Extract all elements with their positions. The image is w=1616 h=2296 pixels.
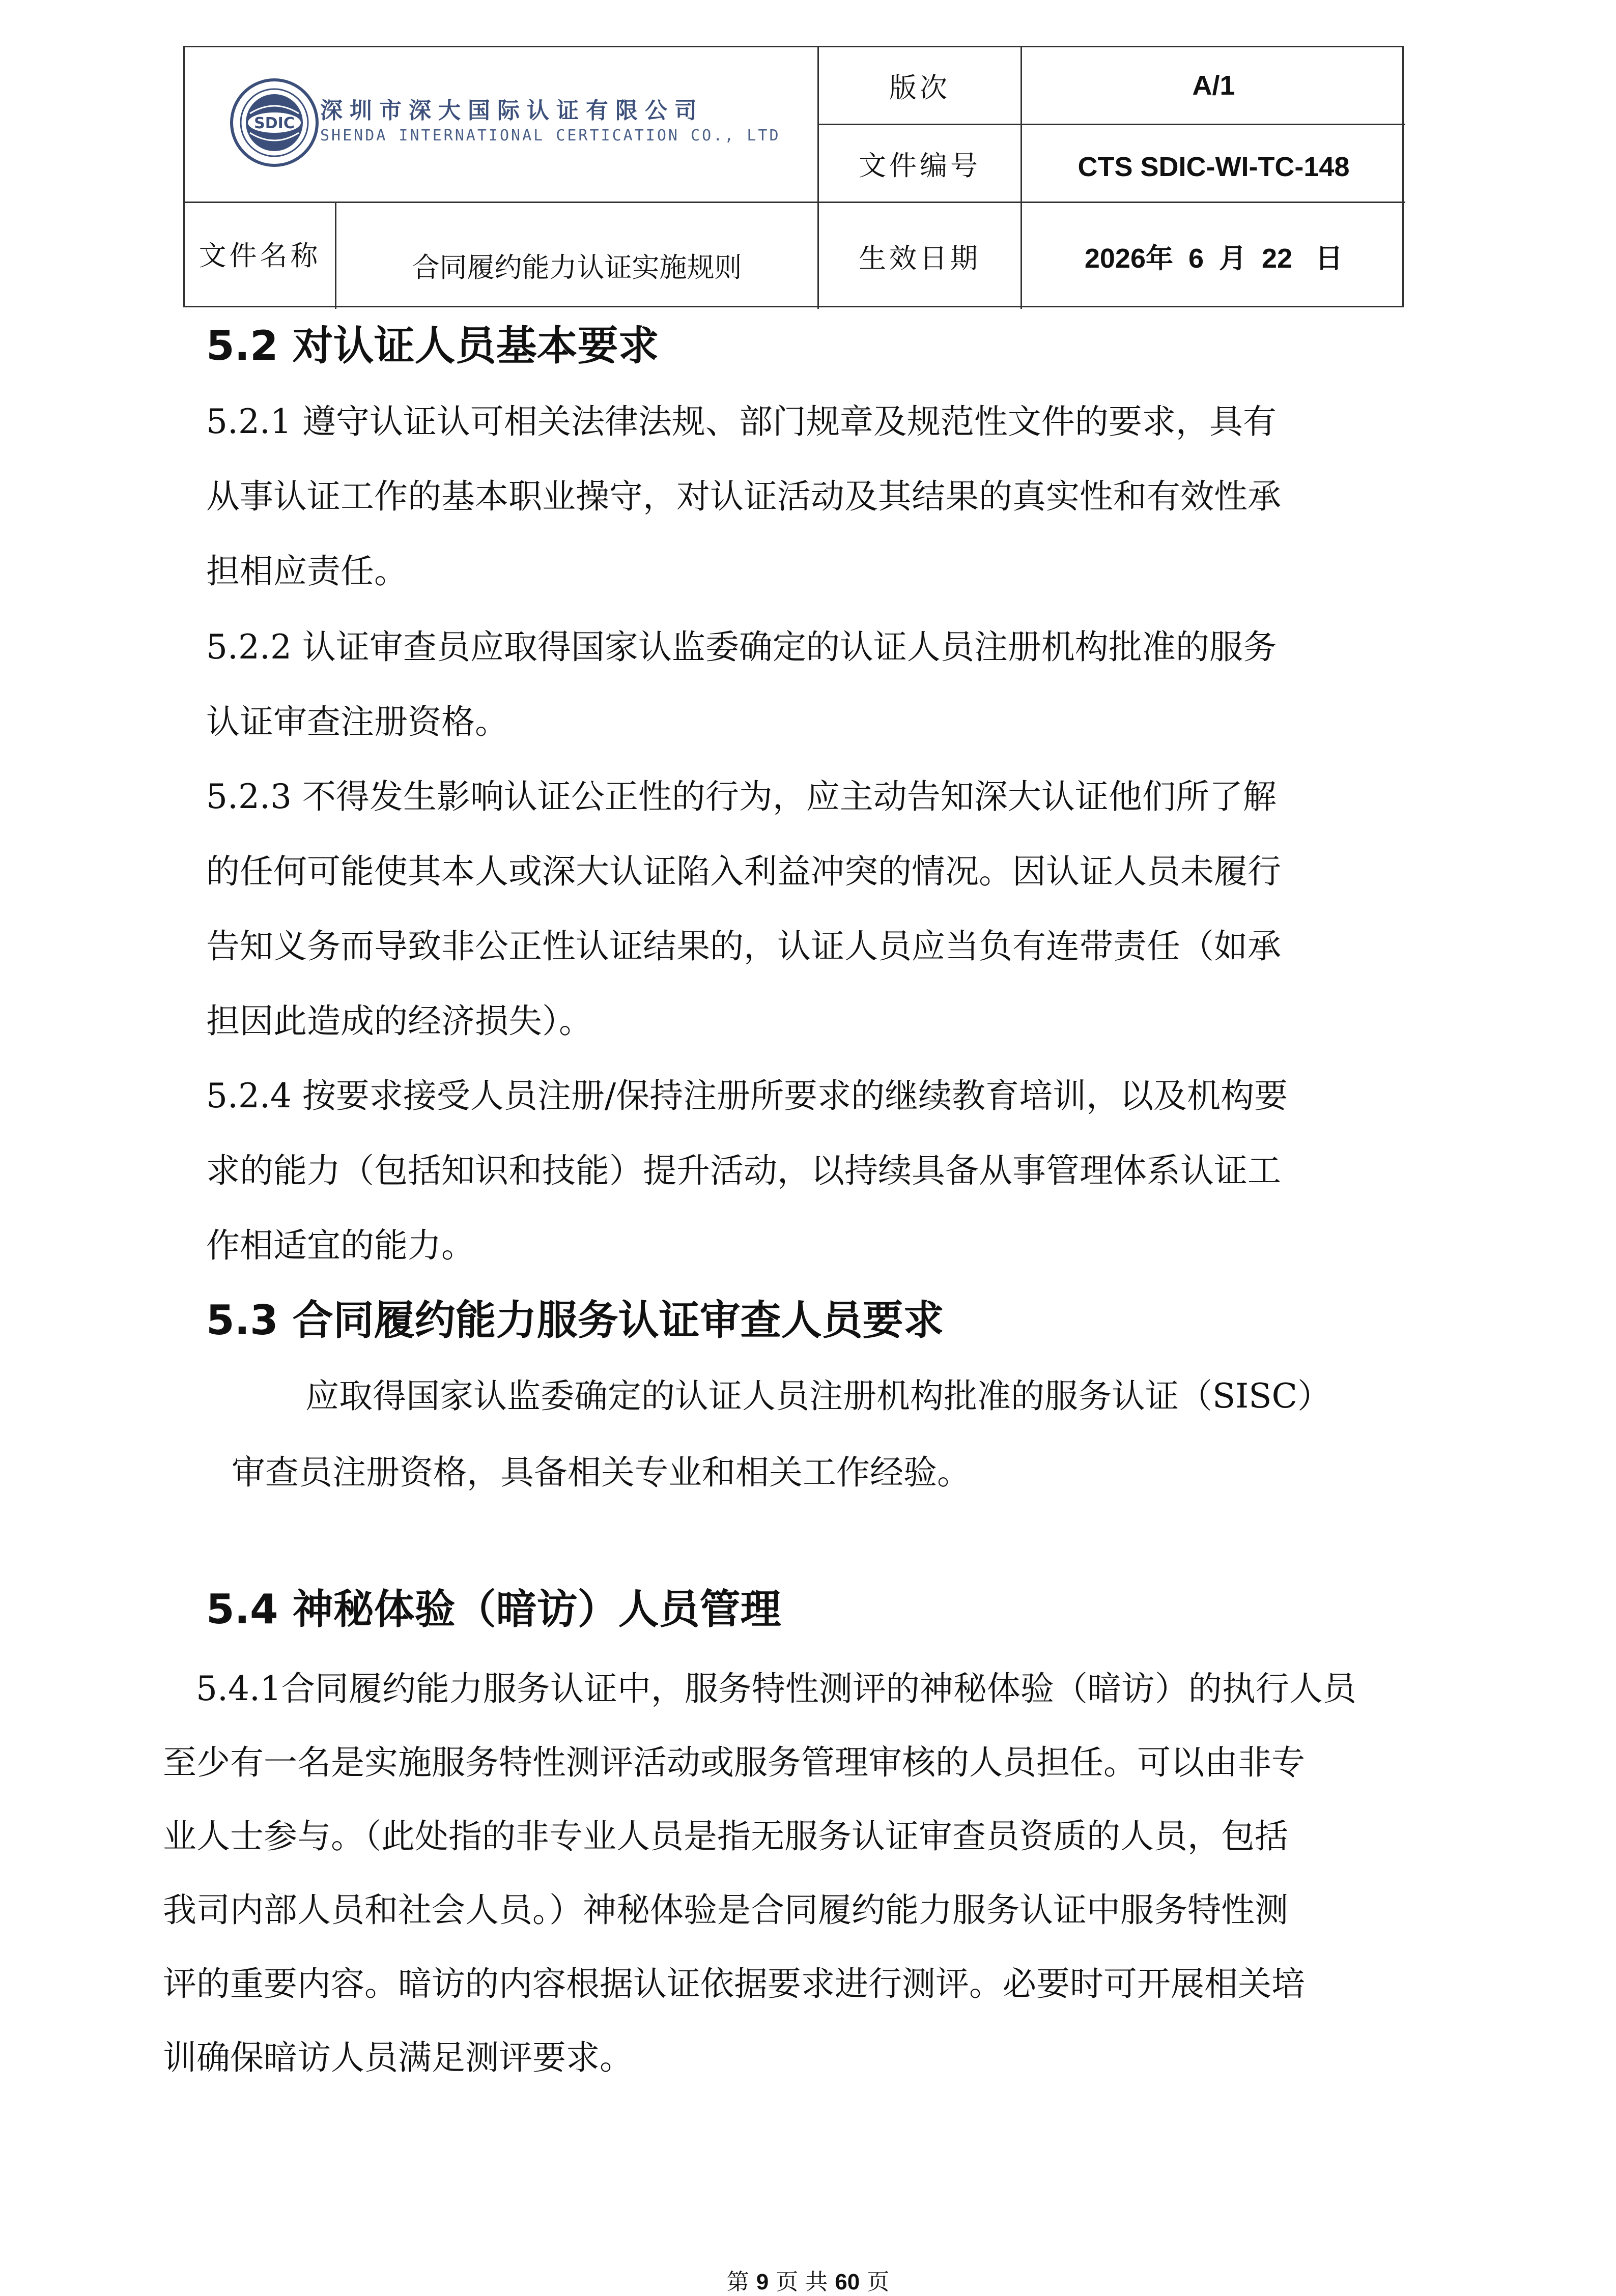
paragraph-line: 审查员注册资格，具备相关专业和相关工作经验。 <box>232 1453 971 1492</box>
paragraph-line: 告知义务而导致非公正性认证结果的，认证人员应当负有连带责任（如承 <box>206 927 1281 966</box>
doc-name-label-cell <box>185 203 335 309</box>
page-number: 9 <box>756 2270 769 2294</box>
company-name-en: SHENDA INTERNATIONAL CERTICATION CO., LTD <box>320 127 781 145</box>
paragraph-line: 业人士参与。（此处指的非专业人员是指无服务认证审查员资质的人员，包括 <box>163 1817 1288 1856</box>
paragraph-line: 5.2.4 按要求接受人员注册/保持注册所要求的继续教育培训，以及机构要 <box>206 1076 1288 1115</box>
total-pages: 60 <box>835 2270 860 2294</box>
doc-number-label-cell <box>819 125 1020 202</box>
doc-name-value: 合同履约能力认证实施规则 <box>412 251 742 283</box>
effective-date-label-cell <box>819 203 1020 309</box>
company-name-cn: 深圳市深大国际认证有限公司 <box>320 98 704 124</box>
paragraph-line: 5.2.3 不得发生影响认证公正性的行为，应主动告知深大认证他们所了解 <box>206 777 1277 816</box>
version-value-cell <box>1022 47 1405 124</box>
effective-date-value-cell <box>1022 203 1405 309</box>
section-heading-5-4: 5.4 神秘体验（暗访）人员管理 <box>206 1586 781 1633</box>
version-label-cell <box>819 47 1020 124</box>
paragraph-line: 5.2.1 遵守认证认可相关法律法规、部门规章及规范性文件的要求，具有 <box>206 402 1277 441</box>
paragraph-line: 从事认证工作的基本职业操守，对认证活动及其结果的真实性和有效性承 <box>206 477 1281 516</box>
footer-suffix: 页 <box>867 2269 890 2295</box>
paragraph-line: 作相适宜的能力。 <box>206 1226 475 1265</box>
paragraph-line: 担因此造成的经济损失）。 <box>206 1001 592 1041</box>
paragraph-line: 评的重要内容。暗访的内容根据认证依据要求进行测评。必要时可开展相关培 <box>163 1964 1305 2003</box>
footer-mid: 页 共 <box>776 2269 828 2295</box>
paragraph-line: 训确保暗访人员满足测评要求。 <box>163 2038 633 2077</box>
document-header-table <box>183 46 1404 307</box>
effective-date-value: 2026年 6 月 22 日 <box>1084 243 1343 274</box>
version-value: A/1 <box>1192 70 1235 101</box>
company-seal-logo <box>230 78 319 167</box>
doc-number-value: CTS SDIC-WI-TC-148 <box>1078 152 1350 182</box>
section-heading-5-2: 5.2 对认证人员基本要求 <box>206 322 659 369</box>
paragraph-line: 求的能力（包括知识和技能）提升活动，以持续具备从事管理体系认证工 <box>206 1151 1281 1190</box>
paragraph-line: 5.4.1合同履约能力服务认证中，服务特性测评的神秘体验（暗访）的执行人员 <box>196 1669 1356 1708</box>
doc-number-value-cell <box>1022 125 1405 202</box>
paragraph-line: 应取得国家认监委确定的认证人员注册机构批准的服务认证（SISC） <box>305 1376 1331 1416</box>
paragraph-line: 至少有一名是实施服务特性测评活动或服务管理审核的人员担任。可以由非专 <box>163 1743 1305 1782</box>
section-heading-5-3: 5.3 合同履约能力服务认证审查人员要求 <box>206 1297 944 1344</box>
doc-name-value-cell <box>336 203 817 309</box>
paragraph-line: 认证审查注册资格。 <box>206 702 508 741</box>
version-label: 版次 <box>889 71 950 104</box>
paragraph-line: 5.2.2 认证审查员应取得国家认监委确定的认证人员注册机构批准的服务 <box>206 627 1277 667</box>
effective-date-label: 生效日期 <box>859 242 981 274</box>
paragraph-line: 我司内部人员和社会人员。）神秘体验是合同履约能力服务认证中服务特性测 <box>163 1890 1288 1930</box>
svg-text:SDIC: SDIC <box>254 114 295 132</box>
doc-name-label: 文件名称 <box>199 239 321 272</box>
footer-prefix: 第 <box>726 2269 749 2295</box>
paragraph-line: 的任何可能使其本人或深大认证陷入利益冲突的情况。因认证人员未履行 <box>206 852 1281 891</box>
doc-number-label: 文件编号 <box>859 149 981 182</box>
page-footer <box>0 2263 1616 2296</box>
company-logo-cell <box>185 47 817 202</box>
paragraph-line: 担相应责任。 <box>206 552 408 591</box>
